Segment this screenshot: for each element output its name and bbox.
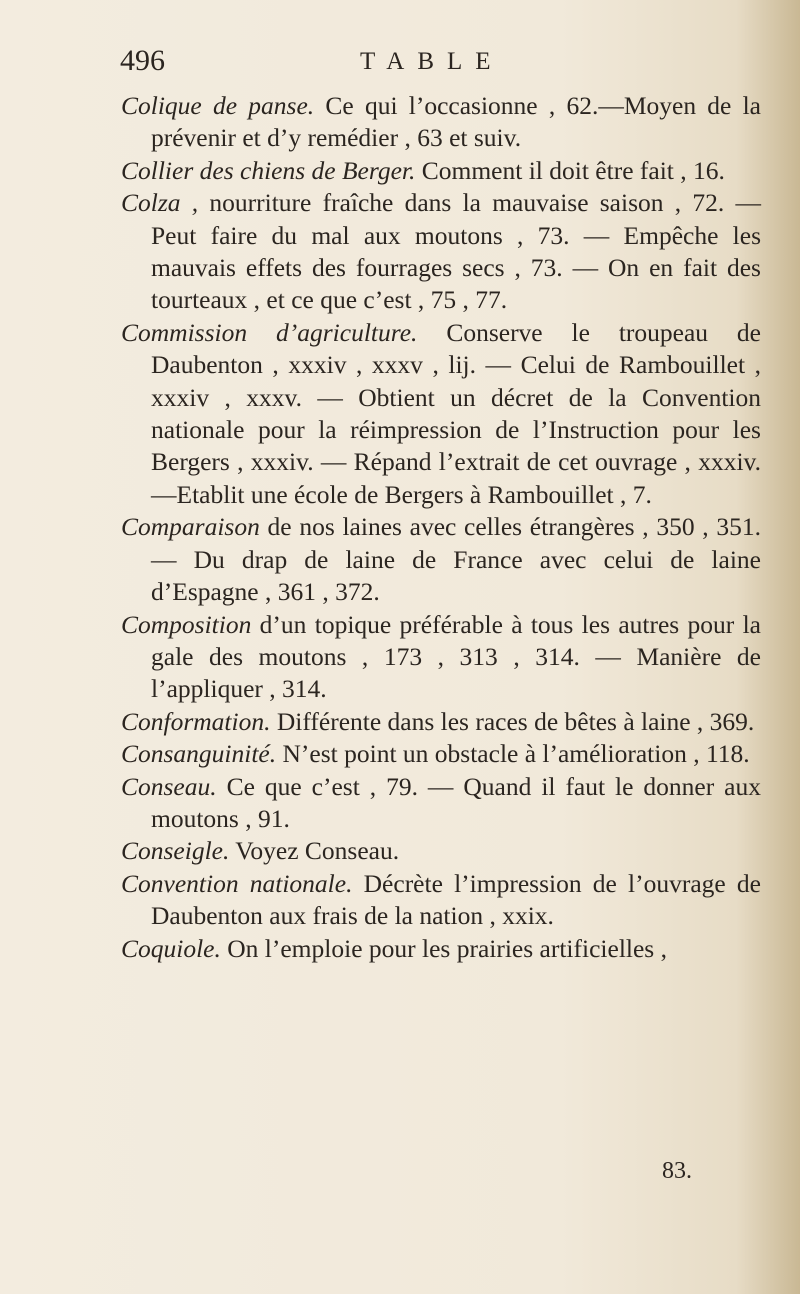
page-header xyxy=(120,44,720,94)
entry-term: Colique de panse. xyxy=(121,91,315,120)
entry-term: Convention nationale. xyxy=(121,868,353,898)
index-entry xyxy=(121,738,761,770)
entry-term: Collier des chiens de Berger. xyxy=(121,155,416,185)
index-entry xyxy=(121,609,761,706)
entry-text: Ce que c’est , 79. — Quand il faut le donner aux moutons , 91. xyxy=(151,771,761,833)
entry-term: Consanguinité. xyxy=(121,739,277,769)
entry-term: Coquiole. xyxy=(121,933,221,963)
index-entry xyxy=(121,155,761,187)
index-entry xyxy=(121,511,761,608)
entry-text: On l’emploie pour les prairies artificielles , xyxy=(220,933,667,963)
entry-text: Décrète l’impression de l’ouvrage de Daubenton aux frais de la nation , xxix. xyxy=(151,868,761,931)
index-entry xyxy=(121,706,761,738)
entry-text: de nos laines avec celles étrangères , 350 , 351. — Du drap de laine de France avec celui de laine d’Espagne , 361 , 372. xyxy=(151,512,761,607)
index-entry xyxy=(121,771,761,836)
entry-term: Conseigle. xyxy=(121,836,230,866)
index-entry xyxy=(121,835,761,867)
entry-term: Comparaison xyxy=(121,512,260,542)
entry-text: Voyez Conseau. xyxy=(229,836,400,866)
entry-text: Ce qui l’occasionne , 62.—Moyen de la prévenir et d’y remédier , 63 et suiv. xyxy=(151,91,762,153)
page-number: 496 xyxy=(120,44,165,77)
index-entry xyxy=(121,317,761,511)
entry-text: d’un topique préférable à tous les autres pour la gale des moutons , 173 , 313 , 314. — Manière de l’appliquer , 314. xyxy=(151,609,761,704)
entry-term: Conformation. xyxy=(121,706,271,736)
entry-term: Composition xyxy=(121,609,252,639)
index-entry xyxy=(121,187,761,317)
entry-term: Colza , xyxy=(121,188,199,218)
entry-text: nourriture fraîche dans la mauvaise saison , 72. — Peut faire du mal aux moutons , 73. — Empêche les mauvais effets des fourrages secs , 73. — On en fait des tourteaux , et ce que c’est , 75 , 77. xyxy=(151,188,761,315)
index-entries xyxy=(121,90,761,965)
entry-term: Commission d’agriculture. xyxy=(121,317,418,347)
entry-text: Comment il doit être fait , 16. xyxy=(415,155,725,185)
entry-text: Conserve le troupeau de Daubenton , xxxiv , xxxv , lij. — Celui de Rambouillet , xxxiv , xxxv. — Obtient un décret de la Convention nationale pour la réimpression de l’Instruction pour les Bergers , xxxiv. — Répand l’extrait de cet ouvrage , xxxiv.—Etablit une école de Bergers à Rambouillet , 7. xyxy=(151,317,762,509)
continuation-page-ref: 83. xyxy=(662,1158,692,1184)
entry-term: Conseau. xyxy=(121,771,217,801)
index-entry xyxy=(121,90,761,155)
entry-text: N’est point un obstacle à l’amélioration , 118. xyxy=(276,739,750,769)
index-entry xyxy=(121,868,761,933)
entry-text: Différente dans les races de bêtes à laine , 369. xyxy=(270,706,755,736)
running-title: TABLE xyxy=(360,48,504,75)
index-entry xyxy=(121,933,761,965)
